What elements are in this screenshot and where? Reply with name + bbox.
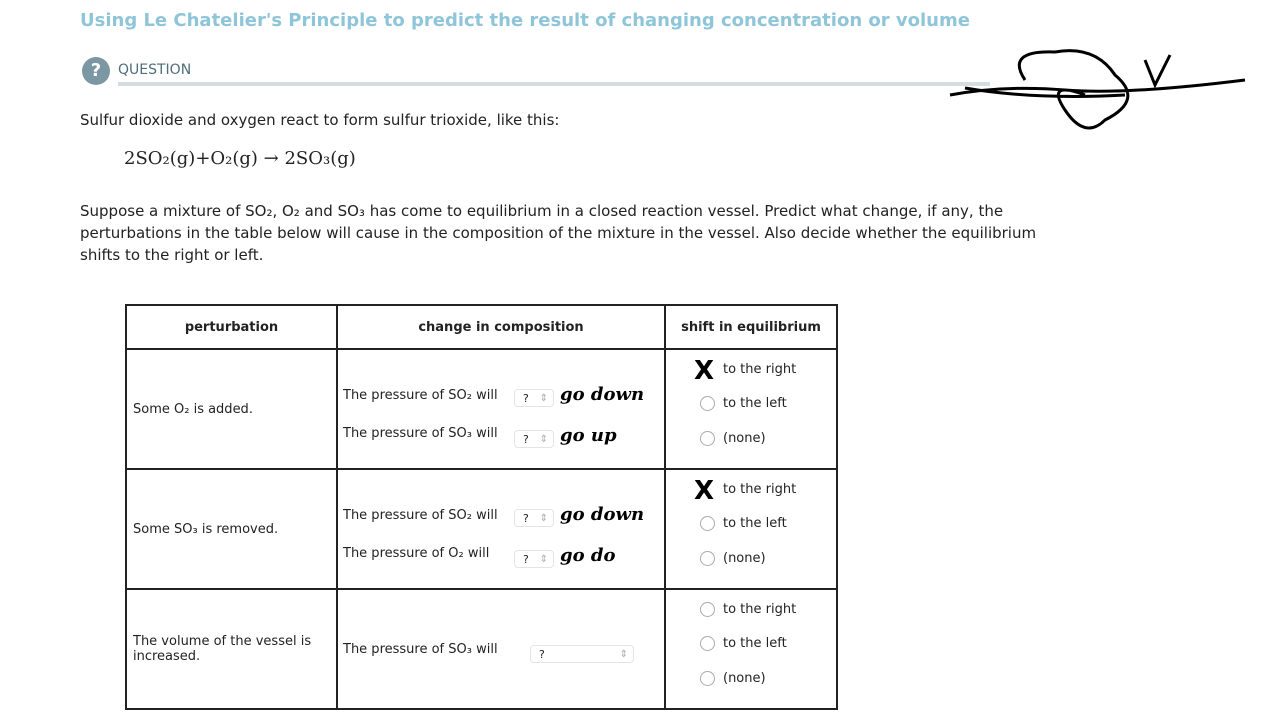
intro-text: Sulfur dioxide and oxygen react to form sulfur trioxide, like this: [80, 111, 560, 129]
table-row [126, 349, 837, 469]
change-label: The pressure of O₂ will [343, 546, 490, 561]
radio-right[interactable]: to the right [700, 602, 796, 617]
radio-right[interactable]: to the right [723, 362, 797, 377]
chevron-updown-icon: ⇕ [539, 393, 548, 404]
handwritten-answer: go down [560, 384, 645, 405]
radio-left[interactable]: to the left [700, 636, 787, 651]
header-shift: shift in equilibrium [665, 305, 837, 349]
table-row [126, 589, 837, 709]
question-label: QUESTION [118, 62, 192, 78]
handwritten-x-mark: X [694, 476, 715, 506]
change-select[interactable]: ? ⇕ [530, 645, 634, 663]
radio-none[interactable]: (none) [700, 671, 766, 686]
perturbation-text: Some SO₃ is removed. [126, 469, 337, 589]
handwritten-answer: go up [560, 425, 617, 446]
chevron-updown-icon: ⇕ [539, 434, 548, 445]
page-title: Using Le Chatelier's Principle to predict the result of changing concentration or volume [80, 10, 970, 31]
chevron-updown-icon: ⇕ [539, 513, 548, 524]
divider [118, 82, 990, 86]
change-select[interactable]: ? ⇕ [514, 389, 554, 407]
chevron-updown-icon: ⇕ [619, 649, 628, 660]
change-label: The pressure of SO₃ will [343, 426, 498, 441]
radio-left[interactable]: to the left [700, 516, 787, 531]
question-paragraph: Suppose a mixture of SO₂, O₂ and SO₃ has come to equilibrium in a closed reaction vessel. Predict what change, if any, the perturbations in the table below will cause in the composition of the mixture in the vessel. Also decide whether the equilibrium shifts to the right or left. [80, 202, 1037, 264]
table-row [126, 469, 837, 589]
change-label: The pressure of SO₂ will [343, 388, 498, 403]
handwritten-answer: go down [560, 504, 645, 525]
handwritten-scribble-drawing [945, 40, 1255, 140]
change-label: The pressure of SO₃ will [343, 642, 498, 657]
change-select[interactable]: ? ⇕ [514, 550, 554, 568]
radio-none[interactable]: (none) [700, 431, 766, 446]
chevron-updown-icon: ⇕ [539, 554, 548, 565]
perturbation-text: Some O₂ is added. [126, 349, 337, 469]
perturbation-text: The volume of the vessel is increased. [126, 589, 337, 709]
change-select[interactable]: ? ⇕ [514, 509, 554, 527]
handwritten-x-mark: X [694, 356, 715, 386]
change-select[interactable]: ? ⇕ [514, 430, 554, 448]
chemical-equation: 2SO₂(g)+O₂(g) → 2SO₃(g) [124, 148, 356, 169]
change-label: The pressure of SO₂ will [343, 508, 498, 523]
radio-none[interactable]: (none) [700, 551, 766, 566]
handwritten-answer: go do [560, 545, 616, 566]
question-icon: ? [82, 57, 110, 85]
perturbation-table [125, 304, 838, 710]
radio-right[interactable]: to the right [723, 482, 797, 497]
radio-left[interactable]: to the left [700, 396, 787, 411]
header-perturbation: perturbation [126, 305, 337, 349]
header-change: change in composition [337, 305, 665, 349]
